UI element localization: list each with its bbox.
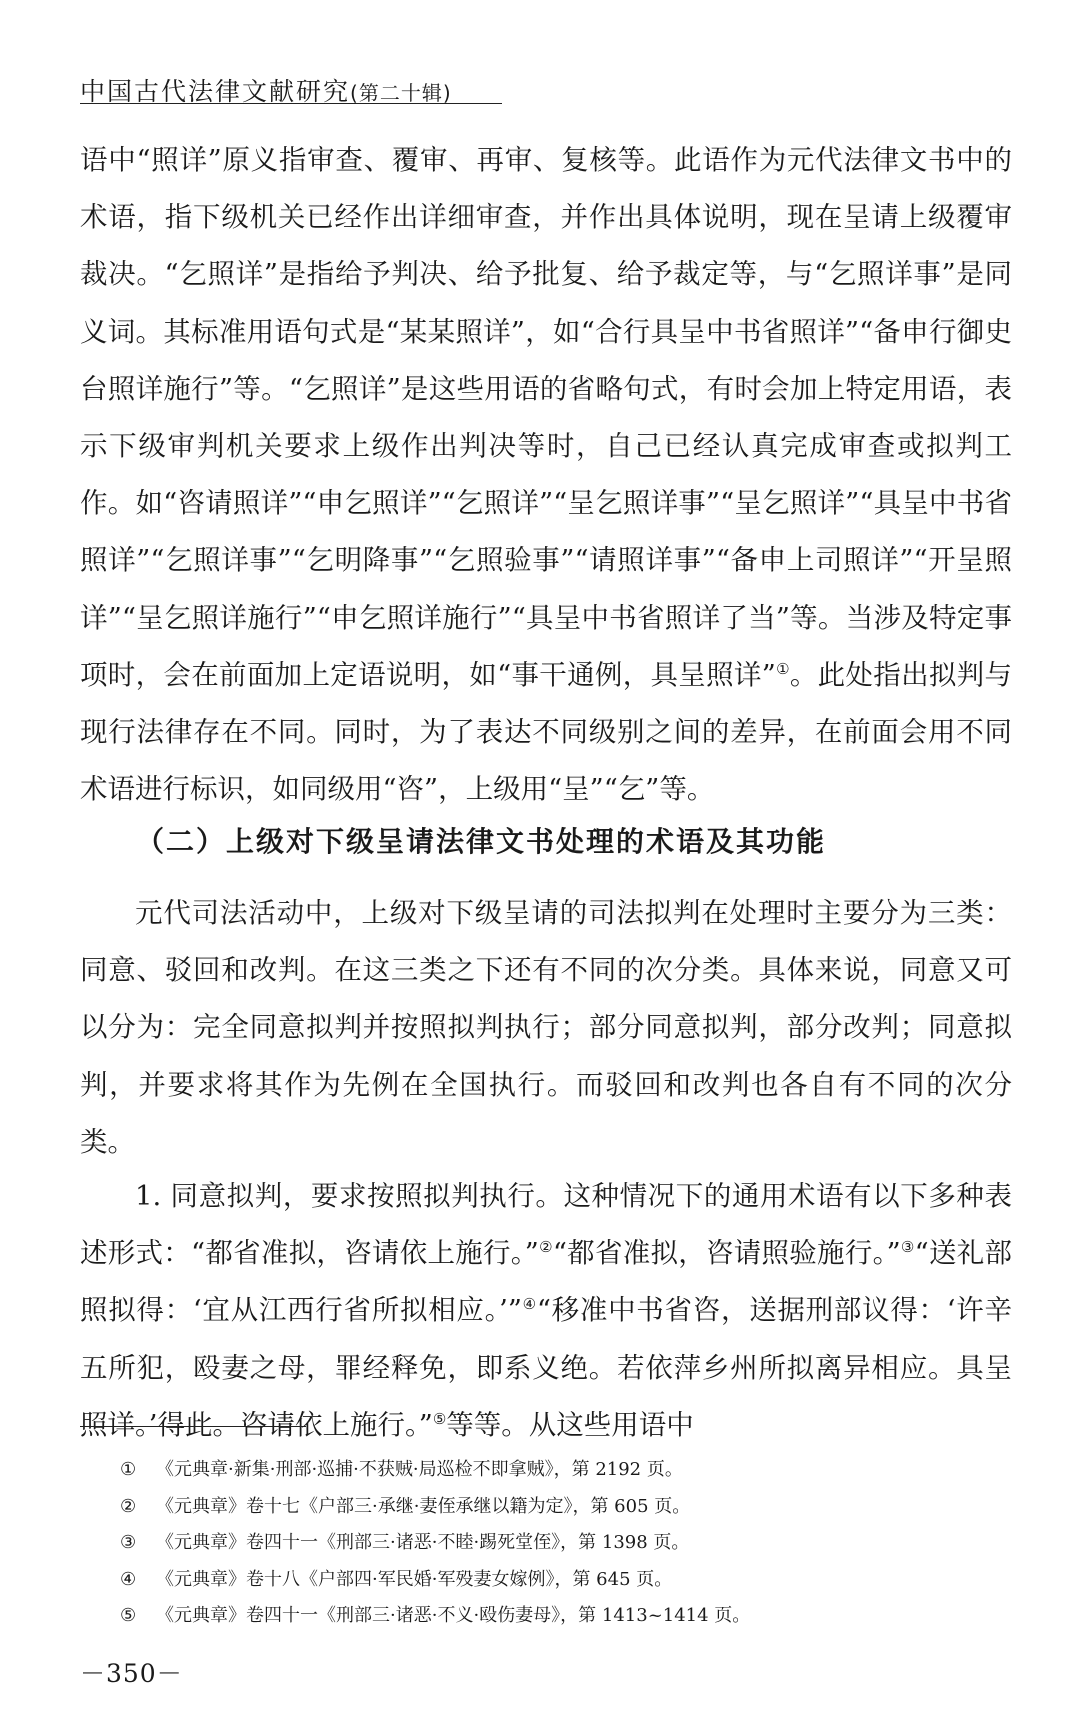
paragraph-text: 1. 同意拟判，要求按照拟判执行。这种情况下的通用术语有以下多种表述形式：“都省准拟，咨请依上施行。” — [80, 1180, 1012, 1270]
footnote-mark: ① — [120, 1459, 137, 1480]
paragraph-text: 语中“照详”原义指审查、覆审、再审、复核等。此语作为元代法律文书中的术语，指下级机关已经作出详细审查，并作出具体说明，现在呈请上级覆审裁决。“乞照详”是指给予判决、给予批复、给予裁定等，与“乞照详事”是同义词。其标准用语句式是“某某照详”，如“合行具呈中书省照详”“备申行御史台照详施行”等。“乞照详”是这些用语的省略句式，有时会加上特定用语，表示下级审判机关要求上级作出判决等时，自己已经认真完成审查或拟判工作。如“咨请照详”“申乞照详”“乞照详”“呈乞照详事”“呈乞照详”“具呈中书省照详”“乞照详事”“乞明降事”“乞照验事”“请照详事”“备申上司照详”“开呈照详”“呈乞照详施行”“申乞照详施行”“具呈中书省照详了当”等。当涉及特定事项时，会在前面加上定语说明，如“事干通例，具呈照详” — [80, 144, 1012, 691]
footnote — [120, 1489, 1000, 1526]
footnote — [120, 1452, 1000, 1489]
page-number: －350－ — [80, 1659, 183, 1688]
running-head-title: 中国古代法律文献研究 — [80, 77, 351, 106]
paragraph-intro: 元代司法活动中，上级对下级呈请的司法拟判在处理时主要分为三类：同意、驳回和改判。在这三类之下还有不同的次分类。具体来说，同意又可以分为：完全同意拟判并按照拟判执行；部分同意拟判，部分改判；同意拟判，并要求将其作为先例在全国执行。而驳回和改判也各自有不同的次分类。 — [80, 897, 1012, 1158]
footnote-mark: ④ — [120, 1568, 137, 1590]
header-rule — [80, 103, 502, 104]
paragraph-text: 。此处指出拟判与现行法律存在不同。同时，为了表达不同级别之间的差异，在前面会用不同术语进行标识，如同级用“咨”，上级用“呈”“乞”等。 — [80, 658, 1012, 806]
footnote-text: 《元典章》卷十七《户部三·承继·妻侄承继以籍为定》，第 605 页。 — [156, 1495, 691, 1517]
footnote-text: 《元典章》卷十八《户部四·军民婚·军殁妻女嫁例》，第 645 页。 — [156, 1568, 673, 1590]
footnote-list — [120, 1452, 1000, 1635]
footnote-rule — [80, 1426, 306, 1427]
footnote-mark: ③ — [120, 1532, 137, 1553]
footnote-ref-2[interactable]: ② — [538, 1238, 553, 1257]
footnote — [120, 1598, 1000, 1635]
footnote — [120, 1525, 1000, 1562]
paragraph-text: “移准中书省咨，送据刑部议得：‘许辛五所犯，殴妻之母，罪经释免，即系义绝。若依萍乡州所拟离异相应。具呈照详。’得此。咨请依上施行。” — [80, 1294, 1012, 1441]
running-head-volume: (第二十辑) — [350, 81, 452, 105]
footnote-text: 《元典章》卷四十一《刑部三·诸恶·不义·殴伤妻母》，第 1413~1414 页。 — [156, 1605, 751, 1626]
paragraph-item-1 — [80, 1168, 1012, 1454]
footnote-ref-4[interactable]: ④ — [521, 1295, 537, 1314]
footnote — [120, 1562, 1000, 1599]
footnote-text: 《元典章·新集·刑部·巡捕·不获贼·局巡检不即拿贼》，第 2192 页。 — [156, 1459, 683, 1480]
footnote-text: 《元典章》卷四十一《刑部三·诸恶·不睦·踢死堂侄》，第 1398 页。 — [156, 1532, 690, 1553]
paragraph-text: “都省准拟，咨请照验施行。” — [552, 1237, 901, 1270]
footnote-ref-3[interactable]: ③ — [900, 1238, 915, 1257]
footnote-mark: ⑤ — [120, 1605, 137, 1626]
paragraph-text: 等等。从这些用语中 — [446, 1408, 694, 1441]
footnote-mark: ② — [120, 1495, 137, 1517]
paragraph-continued — [80, 132, 1012, 818]
section-heading: （二）上级对下级呈请法律文书处理的术语及其功能 — [136, 825, 827, 858]
paragraph-text: “送礼部照拟得：‘宜从江西行省所拟相应。’” — [80, 1237, 1013, 1327]
footnote-ref-1[interactable]: ① — [775, 659, 790, 678]
footnote-ref-5[interactable]: ⑤ — [432, 1409, 447, 1428]
